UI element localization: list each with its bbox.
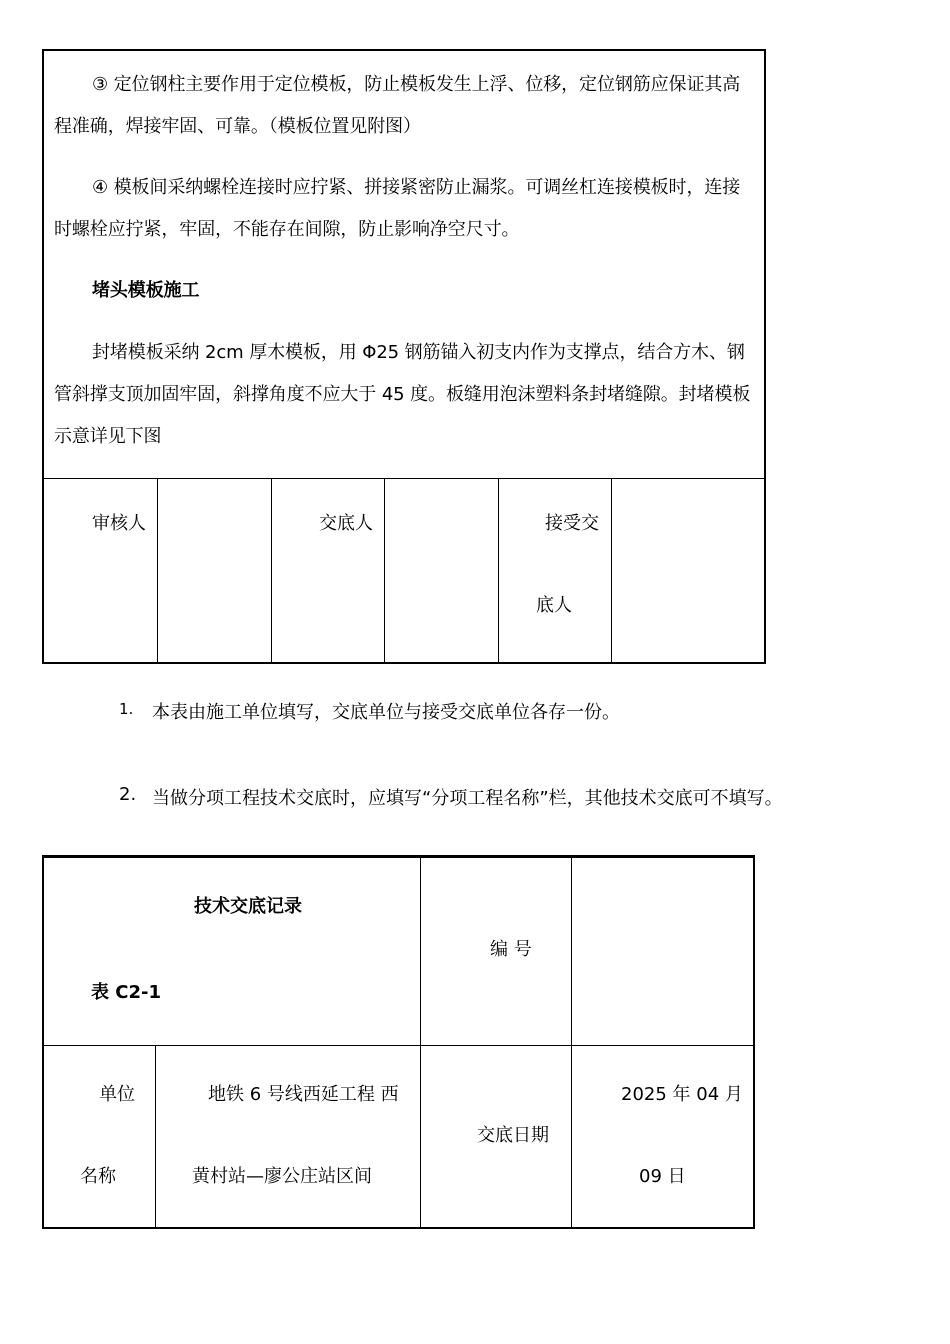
form-code: 表 C2-1 [91,982,161,1003]
reviewer-signature-field[interactable] [158,479,272,662]
disclosure-content-table [42,49,766,664]
paragraph-end-formwork: 封堵模板采纳 2cm 厚木模板，用 Φ25 钢筋锚入初支内作为支撑点，结合方木、钢管斜撑支顶加固牢固，斜撑角度不应大于 45 度。板缝用泡沫塑料条封堵缝隙。封堵模板示意详见下图 [54,342,751,447]
number-field[interactable] [584,935,744,965]
discloser-label: 交底人 [319,513,373,534]
record-title: 技术交底记录 [194,896,302,917]
receiver-label-cell [499,479,612,662]
reviewer-label-cell [44,479,158,662]
note-2-text: 当做分项工程技术交底时，应填写“分项工程名称”栏，其他技术交底可不填写。 [152,788,783,809]
disclosure-record-table [42,855,755,1229]
record-header-row [44,858,753,1046]
divider [420,858,421,1045]
date-value-line1: 2025 年 04 月 [621,1084,743,1105]
record-info-row [44,1046,753,1227]
number-label: 编 号 [490,939,532,960]
receiver-signature-field[interactable] [612,479,764,662]
unit-label-line2: 名称 [80,1166,116,1187]
reviewer-label: 审核人 [92,513,146,534]
unit-value-line2: 黄村站—廖公庄站区间 [192,1166,372,1187]
divider [571,1046,572,1227]
note-1-text: 本表由施工单位填写，交底单位与接受交底单位各存一份。 [152,702,620,723]
note-2-number: 2. [119,784,137,805]
receiver-label-line1: 接受交 [545,513,599,534]
paragraph-positioning-columns: ③ 定位钢柱主要作用于定位模板，防止模板发生上浮、位移，定位钢筋应保证其高程准确，焊接牢固、可靠。（模板位置见附图） [54,74,741,137]
divider [155,1046,156,1227]
date-label: 交底日期 [477,1125,549,1146]
unit-value-line1: 地铁 6 号线西延工程 西 [208,1084,399,1105]
note-1-number: 1. [119,700,134,718]
discloser-label-cell [272,479,385,662]
paragraph-formwork-bolts: ④ 模板间采纳螺栓连接时应拧紧、拼接紧密防止漏浆。可调丝杠连接模板时，连接时螺栓应拧紧，牢固，不能存在间隙，防止影响净空尺寸。 [54,177,741,240]
discloser-signature-field[interactable] [385,479,499,662]
heading-end-formwork: 堵头模板施工 [92,280,200,301]
date-value-line2: 09 日 [639,1166,686,1187]
signature-row [44,479,764,662]
divider [420,1046,421,1227]
receiver-label-line2: 底人 [536,595,572,616]
unit-label-line1: 单位 [99,1084,135,1105]
disclosure-content-cell [44,51,764,479]
divider [571,858,572,1045]
